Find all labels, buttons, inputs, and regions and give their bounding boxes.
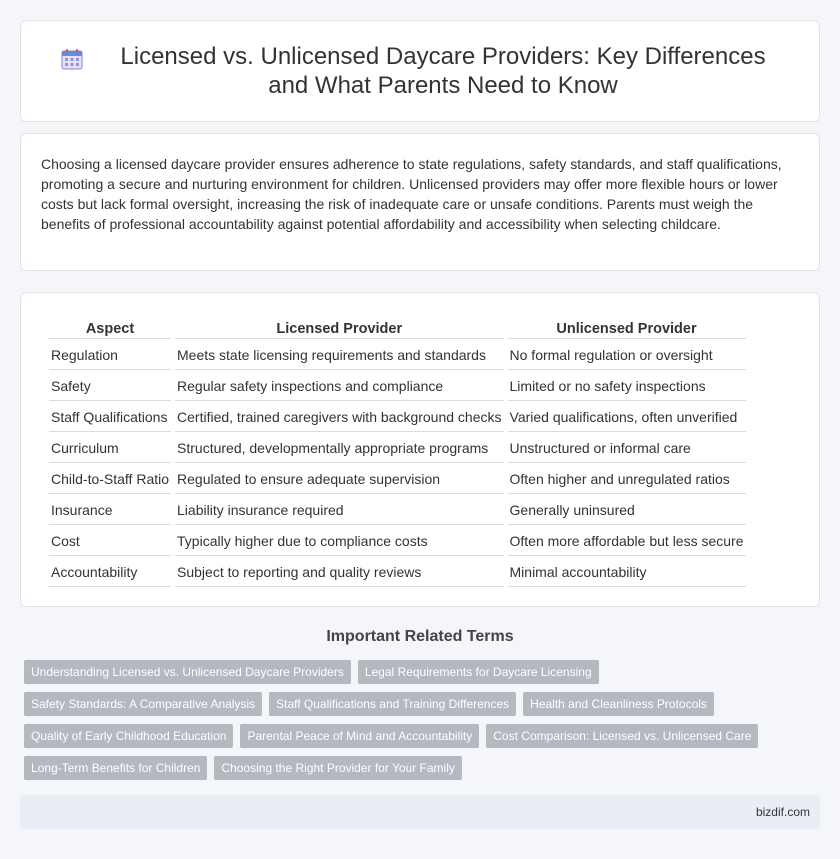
cell-unlicensed: Often more affordable but less secure bbox=[508, 527, 746, 556]
related-term-tag[interactable]: Choosing the Right Provider for Your Family bbox=[214, 756, 461, 780]
table-row bbox=[49, 372, 746, 401]
cell-licensed: Meets state licensing requirements and standards bbox=[175, 341, 504, 370]
related-term-tag[interactable]: Parental Peace of Mind and Accountability bbox=[240, 724, 479, 748]
cell-unlicensed: Limited or no safety inspections bbox=[508, 372, 746, 401]
related-terms-section bbox=[20, 628, 820, 780]
footer-site-name[interactable]: bizdif.com bbox=[755, 805, 810, 819]
comparison-card bbox=[20, 292, 820, 607]
related-term-tag[interactable]: Cost Comparison: Licensed vs. Unlicensed Care bbox=[486, 724, 758, 748]
related-term-tag[interactable]: Long-Term Benefits for Children bbox=[24, 756, 207, 780]
cell-licensed: Regulated to ensure adequate supervision bbox=[175, 465, 504, 494]
related-term-tag[interactable]: Quality of Early Childhood Education bbox=[24, 724, 233, 748]
cell-aspect: Regulation bbox=[49, 341, 171, 370]
cell-unlicensed: Unstructured or informal care bbox=[508, 434, 746, 463]
table-row bbox=[49, 558, 746, 587]
cell-unlicensed: No formal regulation or oversight bbox=[508, 341, 746, 370]
cell-aspect: Accountability bbox=[49, 558, 171, 587]
related-terms-tags bbox=[20, 660, 780, 780]
calendar-icon bbox=[61, 48, 83, 70]
related-terms-title: Important Related Terms bbox=[326, 628, 514, 645]
cell-unlicensed: Minimal accountability bbox=[508, 558, 746, 587]
related-term-tag[interactable]: Health and Cleanliness Protocols bbox=[523, 692, 714, 716]
related-term-tag[interactable]: Staff Qualifications and Training Differences bbox=[269, 692, 516, 716]
title-card bbox=[20, 20, 820, 122]
cell-licensed: Subject to reporting and quality reviews bbox=[175, 558, 504, 587]
title-wrap bbox=[61, 42, 779, 100]
comparison-table bbox=[45, 317, 750, 589]
cell-unlicensed: Often higher and unregulated ratios bbox=[508, 465, 746, 494]
cell-aspect: Child-to-Staff Ratio bbox=[49, 465, 171, 494]
table-row bbox=[49, 465, 746, 494]
cell-unlicensed: Varied qualifications, often unverified bbox=[508, 403, 746, 432]
table-header-row bbox=[49, 319, 746, 339]
intro-card bbox=[20, 133, 820, 271]
cell-licensed: Certified, trained caregivers with background checks bbox=[175, 403, 504, 432]
column-header-unlicensed: Unlicensed Provider bbox=[508, 319, 746, 339]
table-row bbox=[49, 341, 746, 370]
cell-aspect: Curriculum bbox=[49, 434, 171, 463]
cell-licensed: Structured, developmentally appropriate programs bbox=[175, 434, 504, 463]
column-header-licensed: Licensed Provider bbox=[175, 319, 504, 339]
cell-unlicensed: Generally uninsured bbox=[508, 496, 746, 525]
cell-aspect: Cost bbox=[49, 527, 171, 556]
intro-paragraph: Choosing a licensed daycare provider ensures adherence to state regulations, safety standards, and staff qualifications, promoting a secure and nurturing environment for children. Unlicensed providers may offer more flexible hours or lower costs but lack formal oversight, increasing the risk of inadequate care or unsafe conditions. Parents must weigh the benefits of professional accountability against potential affordability and accessibility when selecting childcare. bbox=[41, 156, 782, 232]
column-header-aspect: Aspect bbox=[49, 319, 171, 339]
table-row bbox=[49, 434, 746, 463]
cell-aspect: Safety bbox=[49, 372, 171, 401]
related-term-tag[interactable]: Understanding Licensed vs. Unlicensed Daycare Providers bbox=[24, 660, 351, 684]
table-row bbox=[49, 527, 746, 556]
footer bbox=[20, 795, 820, 829]
cell-licensed: Typically higher due to compliance costs bbox=[175, 527, 504, 556]
table-row bbox=[49, 496, 746, 525]
related-term-tag[interactable]: Legal Requirements for Daycare Licensing bbox=[358, 660, 599, 684]
page-title: Licensed vs. Unlicensed Daycare Providers: Key Differences and What Parents Need to Know bbox=[120, 43, 766, 99]
cell-aspect: Insurance bbox=[49, 496, 171, 525]
related-term-tag[interactable]: Safety Standards: A Comparative Analysis bbox=[24, 692, 262, 716]
cell-licensed: Regular safety inspections and compliance bbox=[175, 372, 504, 401]
table-row bbox=[49, 403, 746, 432]
cell-aspect: Staff Qualifications bbox=[49, 403, 171, 432]
cell-licensed: Liability insurance required bbox=[175, 496, 504, 525]
